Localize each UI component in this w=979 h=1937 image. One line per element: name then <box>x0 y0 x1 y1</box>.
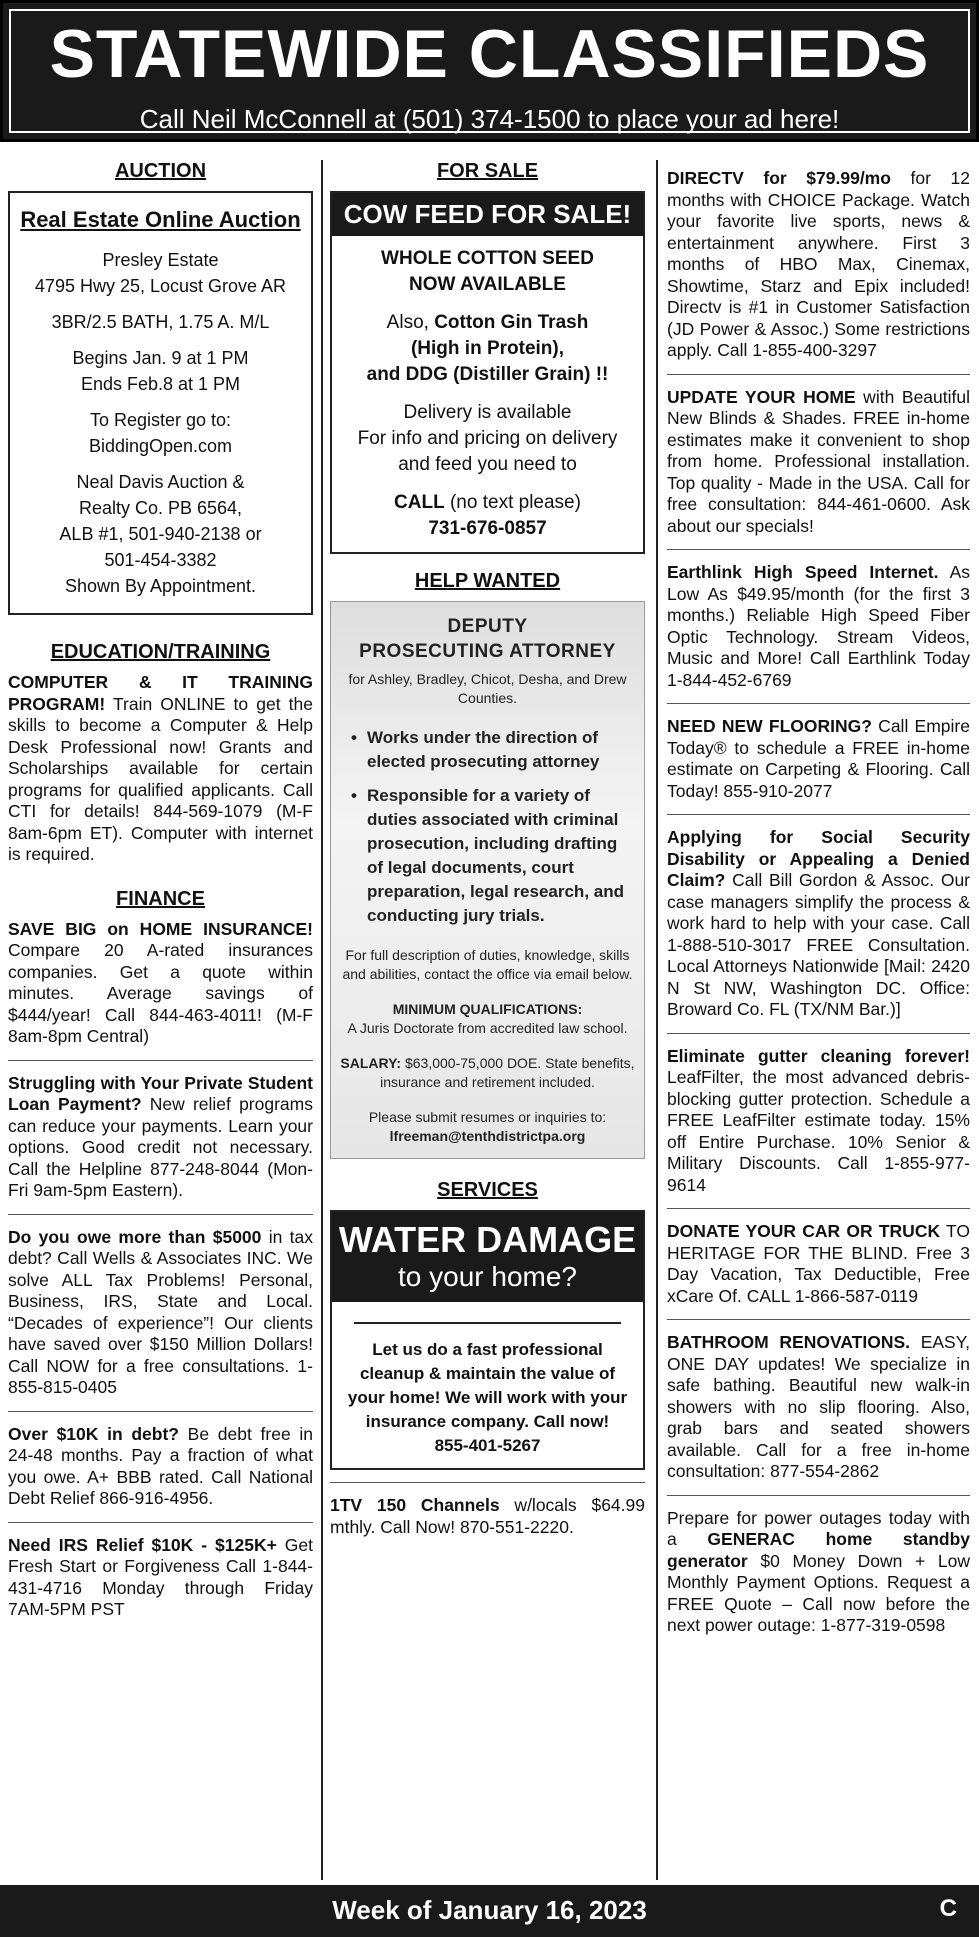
divider <box>667 1208 970 1209</box>
cowfeed-gin: Cotton Gin Trash <box>434 312 589 333</box>
finance-ad-body: New relief programs can reduce your payments. Learn your options. Good credit not necessary. Call the Helpline 877-248-8044 (Mon-Fri 9am-5pm Eastern). <box>8 1094 313 1200</box>
water-phone: 855-401-5267 <box>434 1436 541 1455</box>
finance-ad-body: in tax debt? Call Wells & Associates INC. We solve ALL Tax Problems! Personal, Business, IRS, State and Local. “Decades of experience”! Our clients have saved over $150 Million Dollars! Call NOW for a free consultations. 1-855-815-0405 <box>8 1226 313 1397</box>
finance-ad <box>8 1535 313 1621</box>
forsale-heading: FOR SALE <box>436 160 539 182</box>
classified-ad <box>667 387 970 538</box>
ad-body: for 12 months with CHOICE Package. Watch your favorite live sports, news & entertainment anywhere. First 3 months of HBO Max, Cinemax, Showtime, Starz and Epix included! Directv is #1 in Customer Satisfaction (JD Power & Assoc.) Some restrictions apply. Call 1-855-400-3297 <box>667 168 970 360</box>
water-rule <box>354 1322 621 1324</box>
help-counties: for Ashley, Bradley, Chicot, Desha, and Drew Counties. <box>348 671 627 706</box>
classified-ad <box>667 168 970 362</box>
auction-company-4: 501-454-3382 <box>104 550 217 570</box>
finance-ad-lead: Need IRS Relief $10K - $125K+ <box>8 1534 277 1555</box>
column-right <box>667 150 970 1880</box>
cowfeed-notext: (no text please) <box>444 492 581 513</box>
divider <box>667 1319 970 1320</box>
help-title-1: DEPUTY <box>447 616 528 637</box>
auction-ad <box>8 191 313 615</box>
help-duties-list <box>351 726 636 928</box>
finance-ad-body: Get Fresh Start or Forgiveness Call 1-844-431-4716 Monday through Friday 7AM-5PM PST <box>8 1534 313 1619</box>
finance-ad-lead: SAVE BIG on HOME INSURANCE! <box>8 918 313 939</box>
auction-estate: Presley Estate <box>102 250 219 270</box>
ad-lead: NEED NEW FLOORING? <box>667 716 872 736</box>
help-salary-value: $63,000-75,000 DOE. State benefits, insurance and retirement included. <box>380 1055 635 1090</box>
tv-ad-lead: 1TV 150 Channels <box>330 1495 500 1515</box>
divider <box>330 1482 645 1483</box>
education-ad-lead: COMPUTER & IT TRAINING PROGRAM! <box>8 672 313 714</box>
cowfeed-line-2: NOW AVAILABLE <box>409 274 566 295</box>
ad-body: LeafFilter, the most advanced debris-blocking gutter protection. Schedule a FREE LeafFilter estimate today. 15% off Entire Purchase. 10% Senior & Military Discounts. Call 1-855-977-9614 <box>667 1067 970 1195</box>
help-salary-label: SALARY: <box>340 1055 402 1071</box>
finance-ad-body: Be debt free in 24-48 months. Pay a fraction of what you owe. A+ BBB rated. Call National Debt Relief 866-916-4956. <box>8 1423 313 1508</box>
cowfeed-call: CALL <box>394 492 445 513</box>
cowfeed-ddg: and DDG (Distiller Grain) !! <box>366 364 609 385</box>
divider <box>8 1522 313 1523</box>
ad-lead: GENERAC home standby generator <box>667 1529 970 1571</box>
water-subtitle: to your home? <box>398 1261 577 1292</box>
water-title: WATER DAMAGE <box>338 1219 637 1260</box>
divider <box>667 549 970 550</box>
auction-company-1: Neal Davis Auction & <box>76 472 245 492</box>
finance-ad <box>8 1073 313 1202</box>
classified-ad <box>667 827 970 1021</box>
auction-heading: AUCTION <box>114 160 207 182</box>
ad-body: As Low As $49.95/month (for the first 3 months.) Reliable High Speed Fiber Optic Technology. Stream Videos, Music and More! Call Earthlink Today 1-844-452-6769 <box>667 562 970 690</box>
water-damage-ad <box>330 1210 645 1470</box>
auction-site[interactable]: BiddingOpen.com <box>88 436 233 456</box>
cowfeed-also: Also, <box>386 312 435 333</box>
ad-lead: Eliminate gutter cleaning forever! <box>667 1045 970 1066</box>
cowfeed-phone: 731-676-0857 <box>428 518 547 539</box>
help-minq-label: MINIMUM QUALIFICATIONS: <box>392 1001 583 1017</box>
divider <box>667 1495 970 1496</box>
issue-date: Week of January 16, 2023 <box>332 1895 647 1925</box>
help-minq: A Juris Doctorate from accredited law school. <box>347 1020 628 1036</box>
auction-address: 4795 Hwy 25, Locust Grove AR <box>34 276 287 296</box>
finance-heading: FINANCE <box>116 887 205 910</box>
auction-company-2: Realty Co. PB 6564, <box>78 498 243 518</box>
auction-register: To Register go to: <box>89 410 232 430</box>
finance-ad <box>8 1424 313 1510</box>
classified-ad <box>667 716 970 802</box>
education-ad-body: Train ONLINE to get the skills to become a Computer & Help Desk Professional now! Grants and Scholarships available for certain programs for qualified applicants. Call CTI for details! 844-569-1079 (M-F 8am-6pm ET). Computer with internet is required. <box>8 693 313 864</box>
cowfeed-ad <box>330 191 645 554</box>
divider <box>667 703 970 704</box>
page-subtitle: Call Neil McConnell at (501) 374-1500 to place your ad here! <box>139 104 840 134</box>
classified-ad <box>667 1508 970 1637</box>
cowfeed-protein: (High in Protein), <box>410 338 565 359</box>
ad-lead-pre: Prepare for power outages today with a <box>667 1507 970 1549</box>
services-heading: SERVICES <box>437 1179 538 1201</box>
ad-lead: DIRECTV for $79.99/mo <box>667 168 891 188</box>
ad-body: TO HERITAGE FOR THE BLIND. Free 3 Day Vacation, Tax Deductible, Free xCare Of. CALL 1-866-587-0119 <box>667 1221 970 1306</box>
masthead-frame <box>9 9 970 133</box>
cowfeed-delivery-2: For info and pricing on delivery <box>357 428 618 449</box>
help-email-link[interactable]: lfreeman@tenthdistrictpa.org <box>389 1128 586 1144</box>
ad-lead: DONATE YOUR CAR OR TRUCK <box>667 1221 941 1241</box>
finance-ad-lead: Over $10K in debt? <box>8 1423 179 1444</box>
classified-ad <box>667 1221 970 1307</box>
education-ad <box>8 672 313 866</box>
auction-ends: Ends Feb.8 at 1 PM <box>80 374 241 394</box>
cowfeed-line-1: WHOLE COTTON SEED <box>381 248 594 269</box>
auction-title: Real Estate Online Auction <box>20 207 301 232</box>
auction-company-3: ALB #1, 501-940-2138 or <box>59 524 262 544</box>
ad-body: $0 Money Down + Low Monthly Payment Options. Request a FREE Quote – Call now before the next power outage: 1-877-319-0598 <box>667 1550 970 1635</box>
ad-lead: UPDATE YOUR HOME <box>667 386 856 407</box>
auction-specs: 3BR/2.5 BATH, 1.75 A. M/L <box>51 312 270 332</box>
auction-begins: Begins Jan. 9 at 1 PM <box>72 348 249 368</box>
divider <box>667 374 970 375</box>
tv-ad-body: w/locals $64.99 mthly. Call Now! 870-551-2220. <box>330 1495 645 1537</box>
helpwanted-heading: HELP WANTED <box>414 570 561 592</box>
ad-body: with Beautiful New Blinds & Shades. FREE in-home estimates make it convenient to shop from home. Professional installation. Top quality - Made in the USA. Call for free consultation: 844-461-0600. Ask about our specials! <box>667 386 971 536</box>
column-left <box>8 150 313 1880</box>
help-title-2: PROSECUTING ATTORNEY <box>359 641 616 662</box>
help-salary <box>339 1054 636 1092</box>
help-submit-text: Please submit resumes or inquiries to: <box>368 1109 607 1125</box>
help-duty-1: • Works under the direction of elected prosecuting attorney <box>351 726 636 774</box>
divider <box>667 1033 970 1034</box>
classified-ad <box>667 1332 970 1483</box>
finance-ad-body: Compare 20 A-rated insurances companies. Get a quote within minutes. Average savings of $444/year! Call 844-463-4011! (M-F 8am-8pm Central) <box>8 940 313 1046</box>
ad-body: Call Bill Gordon & Assoc. Our case managers simplify the process & work hard to help with your case. Call 1-888-510-3017 FREE Consultation. Local Attorneys Nationwide [Mail: 2420 N St NW, Washington DC. Office: Broward Co. FL (TX/NM Bar.)] <box>667 870 970 1019</box>
finance-ad-lead: Do you owe more than $5000 <box>8 1226 262 1247</box>
divider <box>667 814 970 815</box>
column-divider-1 <box>321 160 323 1880</box>
divider <box>8 1411 313 1412</box>
finance-ad <box>8 919 313 1048</box>
help-submit <box>339 1108 636 1146</box>
ad-body: EASY, ONE DAY updates! We specialize in safe bathing. Beautiful new walk-in showers with no slip flooring. Also, grab bars and seated showers available. Call for a free in-home consultation: 877-554-2862 <box>667 1332 970 1481</box>
page-letter: C <box>939 1895 957 1922</box>
column-middle <box>330 150 645 1880</box>
ad-lead: BATHROOM RENOVATIONS. <box>667 1332 911 1352</box>
helpwanted-ad <box>330 601 645 1159</box>
auction-shown: Shown By Appointment. <box>64 576 257 596</box>
footer-bar <box>0 1885 979 1937</box>
masthead <box>0 0 979 142</box>
cowfeed-delivery-3: and feed you need to <box>398 454 577 475</box>
water-body-text: Let us do a fast professional cleanup & maintain the value of your home! We will work with your insurance company. Call now! <box>347 1340 628 1431</box>
education-heading: EDUCATION/TRAINING <box>50 641 271 663</box>
classified-ad <box>667 1046 970 1197</box>
ad-lead: Earthlink High Speed Internet. <box>667 562 939 582</box>
page-title: STATEWIDE CLASSIFIEDS <box>49 16 930 92</box>
cowfeed-title: COW FEED FOR SALE! <box>332 193 643 236</box>
finance-ad-lead: Struggling with Your Private Student Loan Payment? <box>8 1072 313 1114</box>
classified-ad <box>667 562 970 691</box>
divider <box>8 1214 313 1215</box>
help-duty-2: • Responsible for a variety of duties associated with criminal prosecution, including drafting of legal documents, court preparation, legal research, and conducting jury trials. <box>351 784 636 928</box>
finance-ad <box>8 1227 313 1399</box>
help-desc: For full description of duties, knowledge, skills and abilities, contact the office via email below. <box>342 947 633 982</box>
tv-ad <box>330 1495 645 1538</box>
cowfeed-delivery-1: Delivery is available <box>403 402 572 423</box>
column-divider-2 <box>656 160 658 1880</box>
ad-body: Call Empire Today® to schedule a FREE in-home estimate on Carpeting & Flooring. Call Today! 855-910-2077 <box>667 716 970 801</box>
ad-lead: Applying for Social Security Disability or Appealing a Denied Claim? <box>667 827 970 890</box>
divider <box>8 1060 313 1061</box>
